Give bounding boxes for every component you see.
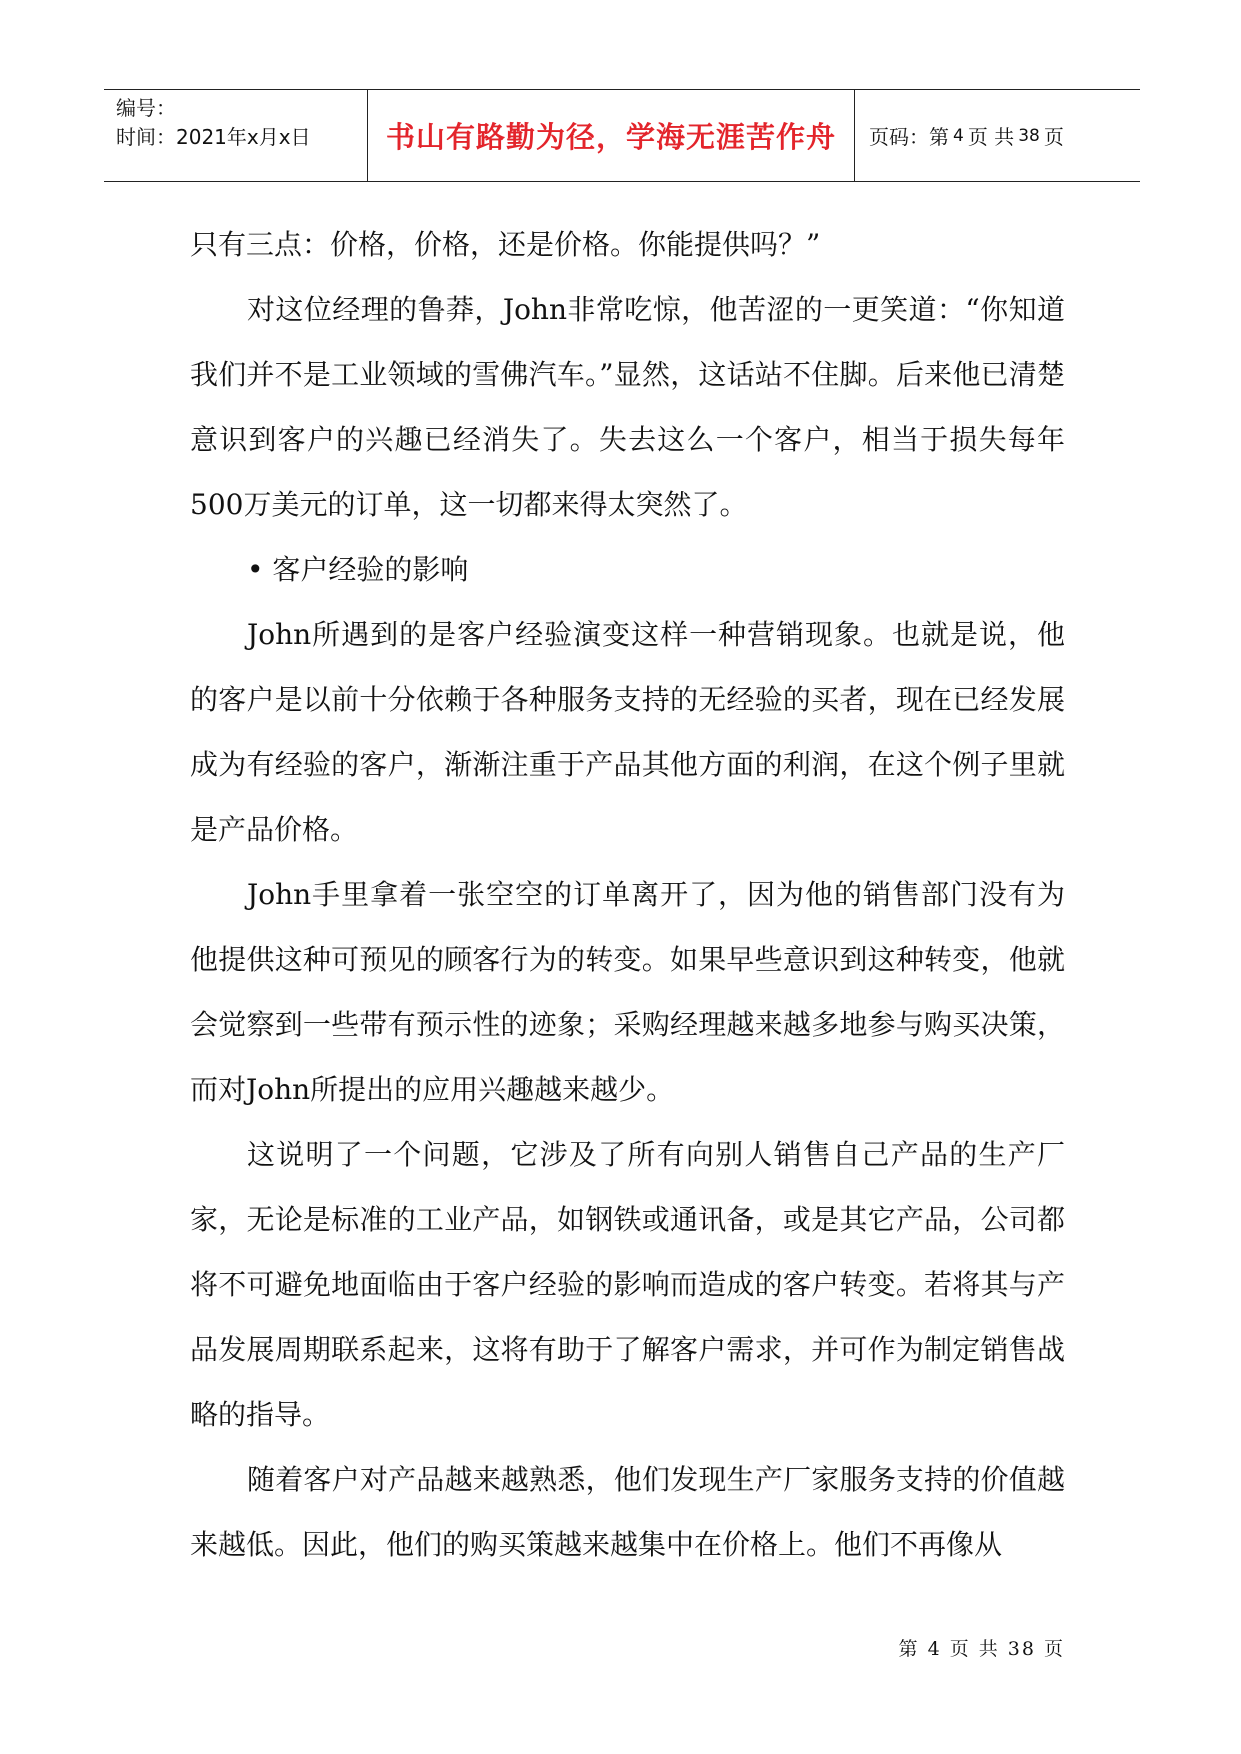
paragraph: John所遇到的是客户经验演变这样一种营销现象。也就是说，他的客户是以前十分依赖于各种服务支持的无经验的买者，现在已经发展成为有经验的客户，渐渐注重于产品其他方面的利润，在这个例子里就是产品价格。 xyxy=(190,618,1065,846)
document-time-label: 时间：2021年x月x日 xyxy=(116,125,311,149)
page-total: 38 xyxy=(1018,125,1040,146)
page-suffix: 页 xyxy=(1043,125,1064,149)
page-middle: 页 共 xyxy=(967,125,1015,149)
paragraph: 这说明了一个问题，它涉及了所有向别人销售自己产品的生产厂家，无论是标准的工业产品，如钢铁或通讯备，或是其它产品，公司都将不可避免地面临由于客户经验的影响而造成的客户转变。若将其与产品发展周期联系起来，这将有助于了解客户需求，并可作为制定销售战略的指导。 xyxy=(190,1138,1065,1431)
bullet-heading: • 客户经验的影响 xyxy=(247,553,469,586)
header-page-info xyxy=(855,90,1140,181)
header-meta xyxy=(104,90,368,181)
paragraph: 只有三点：价格，价格，还是价格。你能提供吗？” xyxy=(190,228,821,261)
document-body xyxy=(190,212,1065,1577)
page-prefix: 页码：第 xyxy=(869,125,949,149)
page-header xyxy=(104,89,1140,182)
header-motto: 书山有路勤为径，学海无涯苦作舟 xyxy=(368,90,855,181)
page-current: 4 xyxy=(953,125,964,146)
paragraph: 对这位经理的鲁莽，John非常吃惊，他苦涩的一更笑道：“你知道我们并不是工业领域的雪佛汽车。”显然，这话站不住脚。后来他已清楚意识到客户的兴趣已经消失了。失去这么一个客户，相当于损失每年500万美元的订单，这一切都来得太突然了。 xyxy=(190,293,1065,521)
page-footer: 第 4 页 共 38 页 xyxy=(898,1638,1065,1660)
paragraph: 随着客户对产品越来越熟悉，他们发现生产厂家服务支持的价值越来越低。因此，他们的购买策越来越集中在价格上。他们不再像从 xyxy=(190,1463,1065,1561)
paragraph: John手里拿着一张空空的订单离开了，因为他的销售部门没有为他提供这种可预见的顾客行为的转变。如果早些意识到这种转变，他就会觉察到一些带有预示性的迹象；采购经理越来越多地参与购买决策，而对John所提出的应用兴趣越来越少。 xyxy=(190,878,1065,1106)
document-number-label: 编号： xyxy=(116,96,176,120)
